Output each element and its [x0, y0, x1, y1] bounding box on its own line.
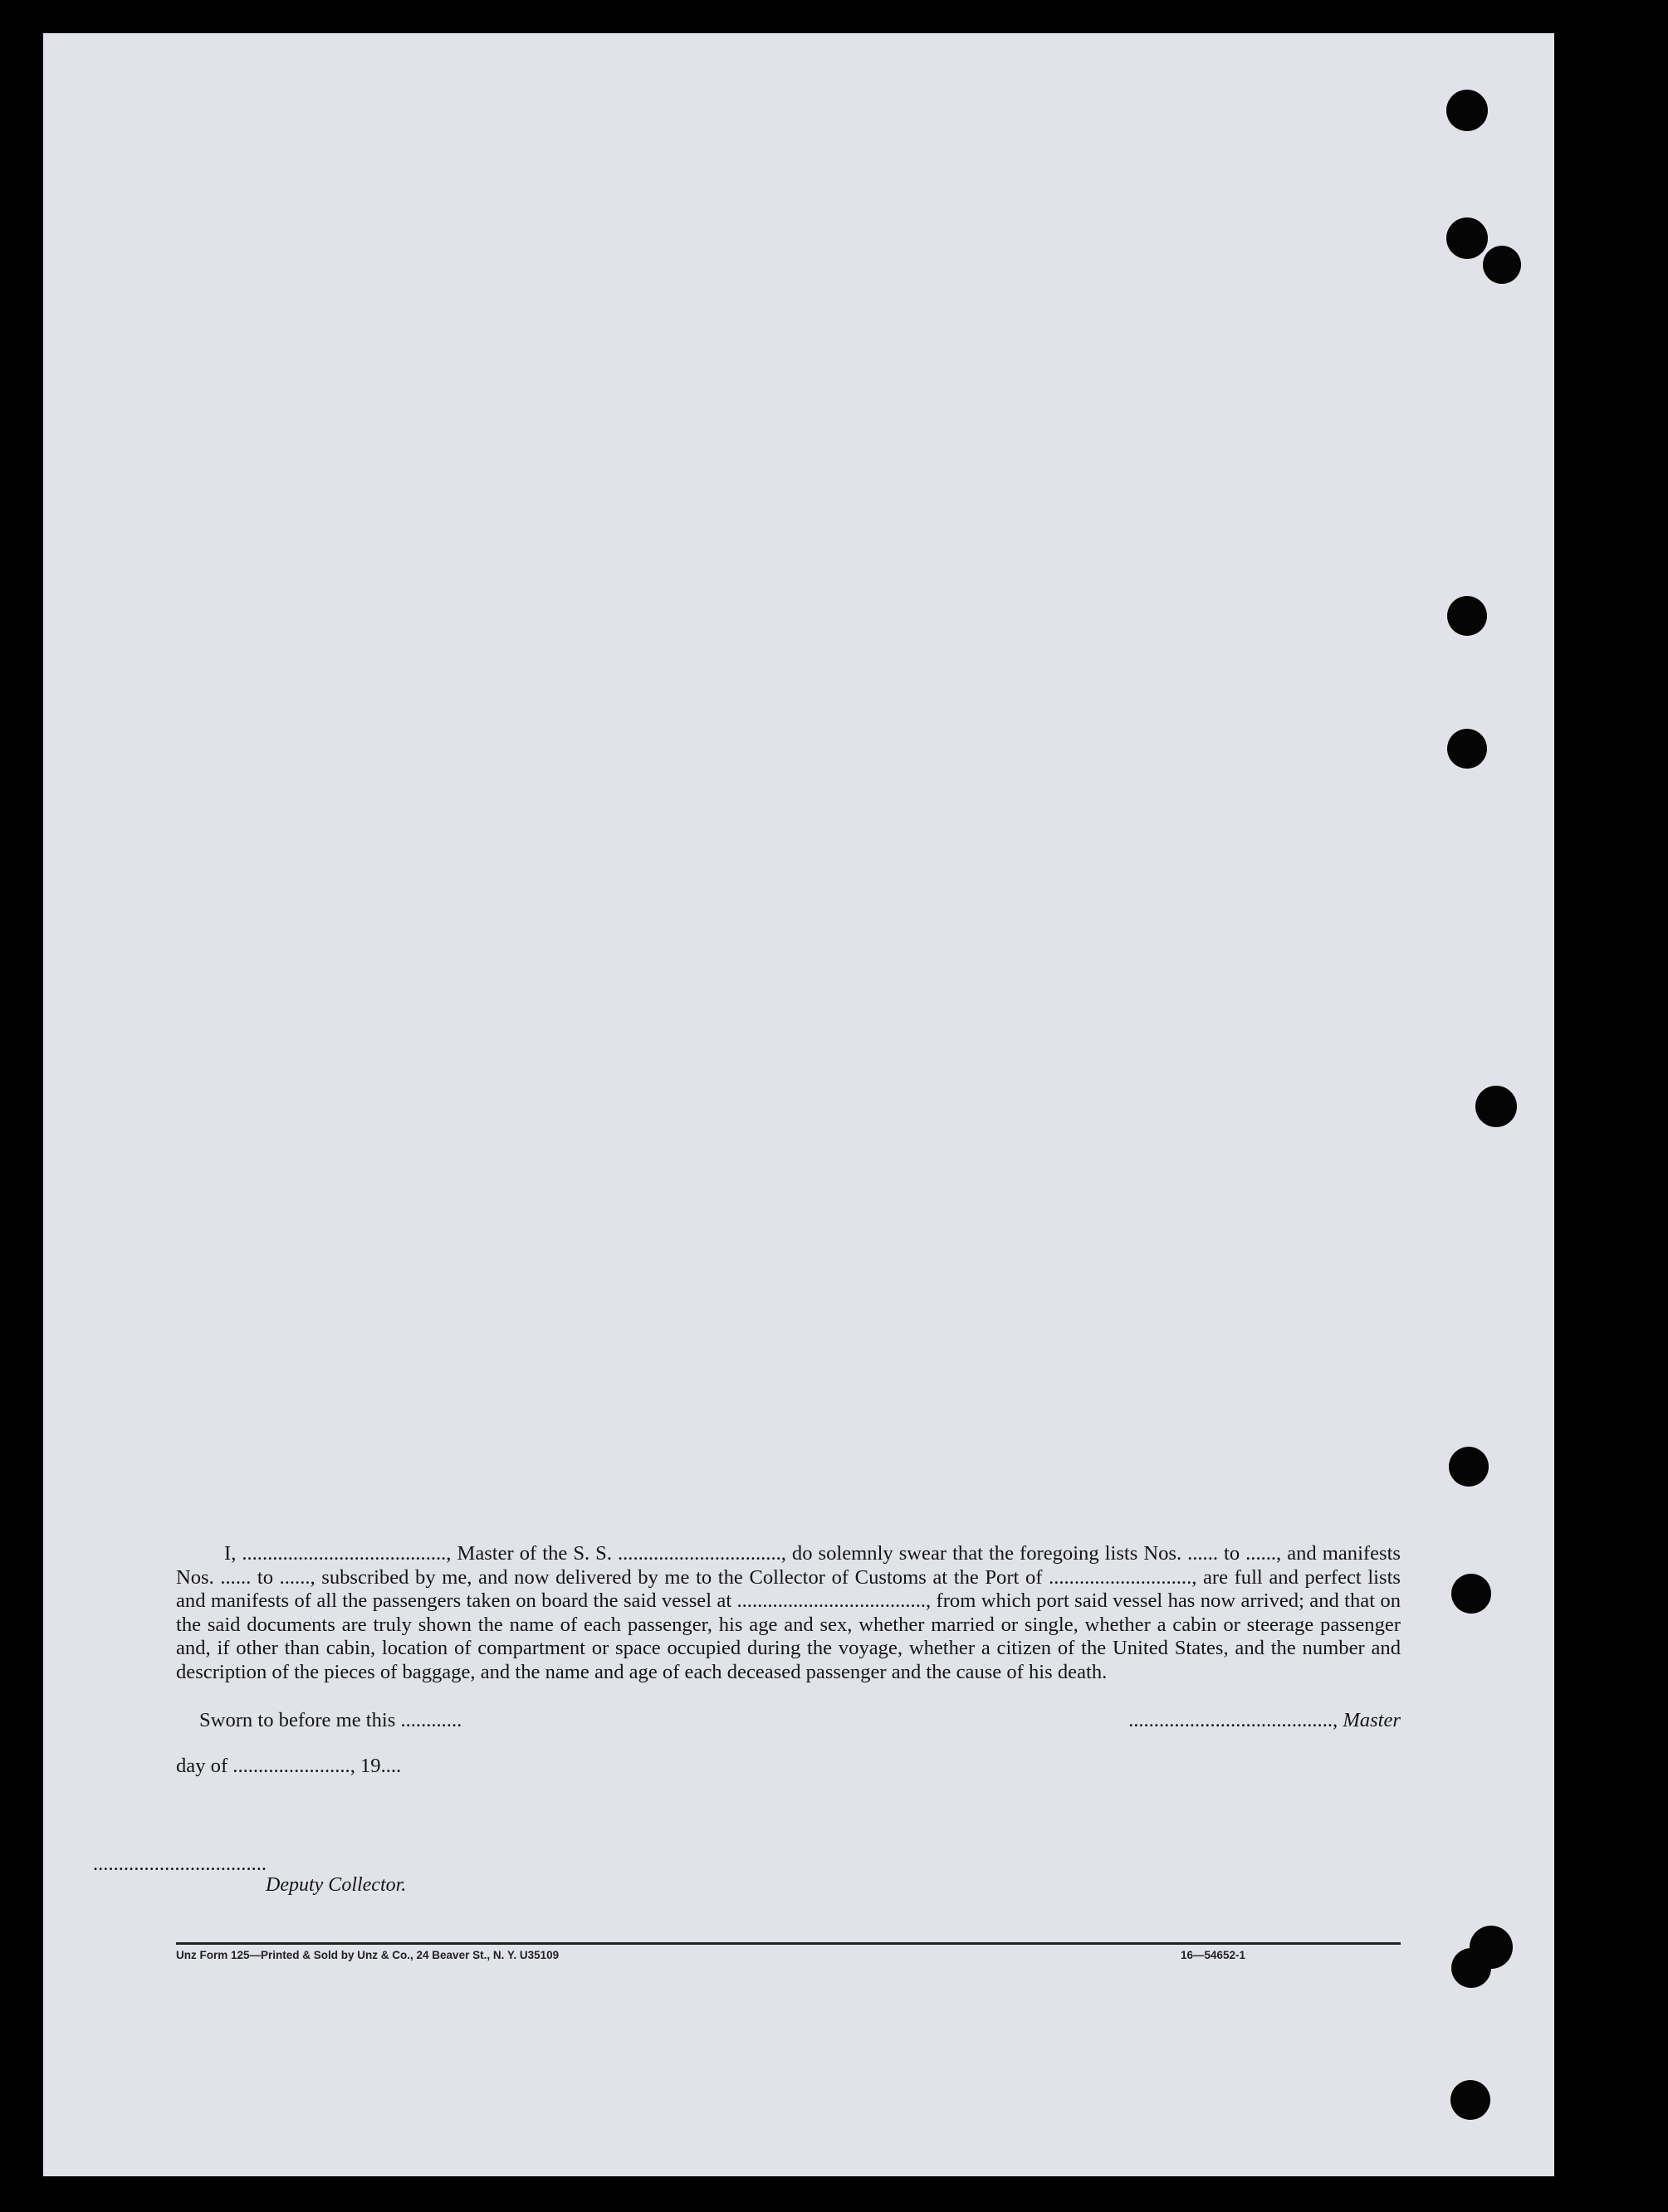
oath-paragraph: I, ........................................, Master of the S. S. ................................, do solemnly swear that the foregoing lists Nos. ...... to ......, and manifests Nos. ...... to ......, subscribed by me, and now delivered by me to the Collector of Customs at the Port of ............................, are full and perfect lists and manifests of all the passengers taken on board the said vessel at ....................................., from which port said vessel has now arrived; and that on the said documents are truly shown the name of each passenger, his age and sex, whether married or single, whether a cabin or steerage passenger and, if other than cabin, location of compartment or space occupied during the voyage, whether a citizen of the United States, and the number and description of the pieces of baggage, and the name and age of each deceased passenger and the cause of his death. — [176, 1542, 1401, 1683]
deputy-collector-label: Deputy Collector. — [266, 1874, 407, 1896]
punch-hole — [1483, 246, 1521, 284]
punch-hole — [1446, 90, 1488, 131]
footer-imprint: Unz Form 125—Printed & Sold by Unz & Co., 24 Beaver St., N. Y. U35109 — [176, 1949, 560, 1961]
master-dots: ........................................, — [1128, 1709, 1338, 1731]
punch-hole — [1449, 1447, 1489, 1487]
punch-hole — [1447, 729, 1487, 769]
punch-hole — [1447, 596, 1487, 636]
punch-hole — [1475, 1086, 1517, 1127]
punch-hole — [1450, 2080, 1490, 2120]
master-label: Master — [1343, 1709, 1401, 1731]
punch-hole — [1446, 217, 1488, 259]
oath-block — [176, 1542, 1401, 1778]
punch-hole — [1451, 1948, 1491, 1988]
deputy-signature-dots: .................................. — [93, 1853, 267, 1875]
day-text: day of ......................., 19.... — [176, 1755, 402, 1777]
sworn-row — [176, 1684, 1401, 1731]
document-page — [43, 33, 1554, 2176]
day-row — [176, 1731, 1401, 1778]
master-signature-line — [1128, 1709, 1401, 1733]
footer-form-number: 16—54652-1 — [1180, 1949, 1245, 1961]
punch-hole — [1451, 1574, 1491, 1614]
sworn-text: Sworn to before me this ............ — [199, 1709, 462, 1731]
footer-rule — [176, 1942, 1401, 1945]
